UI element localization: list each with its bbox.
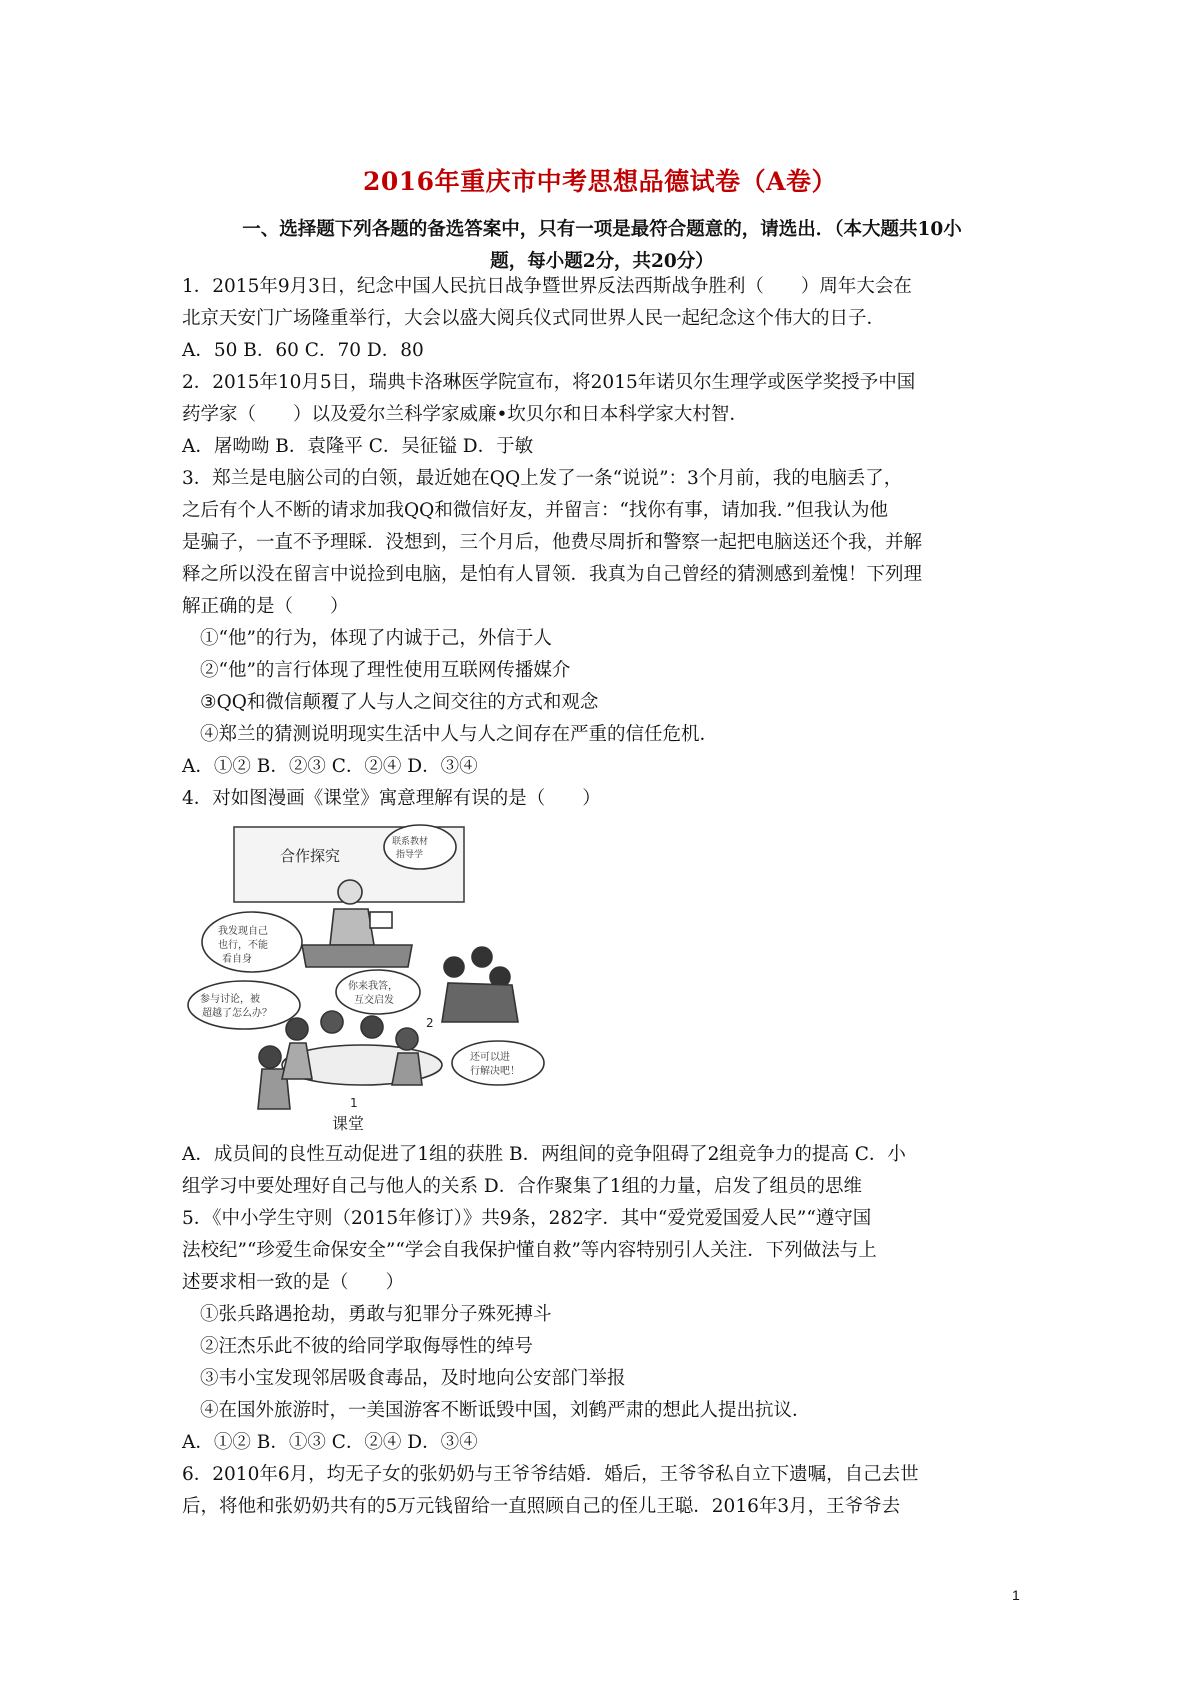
q4-options-line: 组学习中要处理好自己与他人的关系 D．合作聚集了1组的力量，启发了组员的思维 — [182, 1176, 862, 1197]
q6-stem-line: 6．2010年6月，均无子女的张奶奶与王爷爷结婚．婚后，王爷爷私自立下遗嘱，自己去世 — [182, 1464, 919, 1485]
bubble-text: 指导学 — [396, 850, 424, 860]
bubble-text: 还可以进 — [470, 1052, 510, 1063]
q2-stem-line: 药学家（ ）以及爱尔兰科学家威廉•坎贝尔和日本科学家大村智． — [182, 404, 748, 425]
q3-item: ③QQ和微信颠覆了人与人之间交往的方式和观念 — [200, 692, 599, 713]
q1-options: A．50 B．60 C．70 D．80 — [182, 340, 424, 361]
page-title: 2016年重庆市中考思想品德试卷（A卷） — [363, 167, 837, 196]
q1-stem-line: 1．2015年9月3日，纪念中国人民抗日战争暨世界反法西斯战争胜利（ ）周年大会在 — [182, 276, 912, 297]
page-number: 1 — [1012, 1587, 1020, 1603]
bubble-text: 超越了怎么办？ — [202, 1008, 272, 1019]
q4-options-line: A．成员间的良性互动促进了1组的获胜 B．两组间的竞争阻碍了2组竞争力的提高 C．小 — [182, 1144, 906, 1165]
section-heading-line: 一、选择题下列各题的备选答案中，只有一项是最符合题意的，请选出．（本大题共10小 — [242, 219, 962, 240]
bubble-text: 联系教材 — [392, 837, 429, 847]
board-text: 合作探究 — [280, 847, 341, 865]
q5-item: ④在国外旅游时，一美国游客不断诋毁中国，刘鹤严肃的想此人提出抗议． — [200, 1400, 811, 1421]
bubble-text: 参与讨论，被 — [200, 994, 260, 1005]
section-heading-line: 题，每小题2分，共20分） — [490, 251, 714, 272]
q5-stem-line: 述要求相一致的是（ ） — [182, 1272, 405, 1293]
group-label: 2 — [426, 1016, 434, 1030]
q3-stem-line: 之后有个人不断的请求加我QQ和微信好友，并留言：“找你有事，请加我．”但我认为他 — [182, 500, 889, 521]
q3-item: ①“他”的行为，体现了内诚于己，外信于人 — [200, 628, 552, 649]
q2-options: A．屠呦呦 B．袁隆平 C．吴征镒 D．于敏 — [182, 436, 534, 457]
cartoon-caption: 课堂 — [332, 1114, 365, 1133]
bubble-text: 互交启发 — [354, 995, 394, 1006]
bubble-text: 行解决吧！ — [470, 1066, 520, 1077]
q5-item: ①张兵路遇抢劫，勇敢与犯罪分子殊死搏斗 — [200, 1304, 552, 1325]
q5-options: A．①② B．①③ C．②④ D．③④ — [182, 1432, 478, 1453]
q6-stem-line: 后，将他和张奶奶共有的5万元钱留给一直照顾自己的侄儿王聪．2016年3月，王爷爷去 — [182, 1496, 901, 1517]
q3-item: ④郑兰的猜测说明现实生活中人与人之间存在严重的信任危机． — [200, 724, 719, 745]
bubble-text: 看自身 — [222, 954, 252, 965]
q5-item: ③韦小宝发现邻居吸食毒品，及时地向公安部门举报 — [200, 1368, 626, 1389]
group-label: 1 — [350, 1096, 358, 1110]
bubble-text: 我发现自己 — [218, 926, 268, 937]
q3-options: A．①② B．②③ C．②④ D．③④ — [182, 756, 478, 777]
q1-stem-line: 北京天安门广场隆重举行，大会以盛大阅兵仪式同世界人民一起纪念这个伟大的日子． — [182, 308, 886, 329]
q4-stem: 4．对如图漫画《课堂》寓意理解有误的是（ ） — [182, 788, 601, 809]
q3-stem-line: 解正确的是（ ） — [182, 596, 349, 617]
q2-stem-line: 2．2015年10月5日，瑞典卡洛琳医学院宣布，将2015年诺贝尔生理学或医学奖授予中国 — [182, 372, 916, 393]
q3-stem-line: 3．郑兰是电脑公司的白领，最近她在QQ上发了一条“说说”：3个月前，我的电脑丢了， — [182, 468, 903, 489]
bubble-text: 你来我答， — [348, 981, 398, 992]
q3-stem-line: 释之所以没在留言中说捡到电脑，是怕有人冒领．我真为自己曾经的猜测感到羞愧！下列理 — [182, 564, 923, 585]
q5-item: ②汪杰乐此不彼的给同学取侮辱性的绰号 — [200, 1336, 534, 1357]
bubble-text: 也行，不能 — [218, 940, 268, 951]
classroom-cartoon-drawing — [182, 817, 582, 1135]
classroom-cartoon — [182, 817, 582, 1135]
question-list — [182, 271, 1032, 1523]
q3-stem-line: 是骗子，一直不予理睬．没想到，三个月后，他费尽周折和警察一起把电脑送还个我，并解 — [182, 532, 923, 553]
section-heading — [182, 214, 1022, 278]
q3-item: ②“他”的言行体现了理性使用互联网传播媒介 — [200, 660, 571, 681]
q5-stem-line: 5．《中小学生守则（2015年修订）》共9条，282字．其中“爱党爱国爱人民”“遵守国 — [182, 1208, 872, 1229]
q5-stem-line: 法校纪”“珍爱生命保安全”“学会自我保护懂自救”等内容特别引人关注．下列做法与上 — [182, 1240, 877, 1261]
